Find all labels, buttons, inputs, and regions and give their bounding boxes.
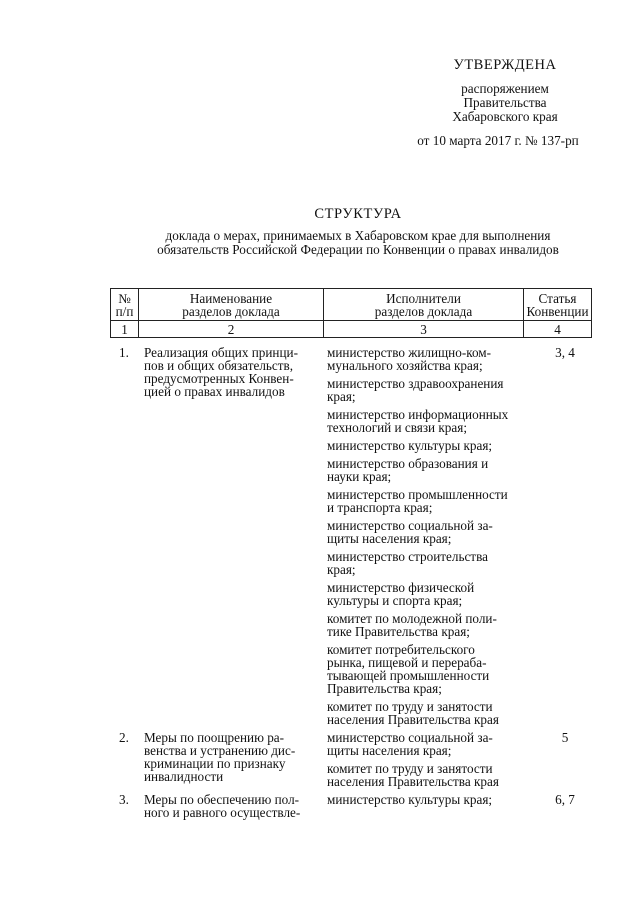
table-row — [110, 793, 591, 819]
column-number: 1 — [111, 321, 139, 338]
approval-line-1: распоряжением — [461, 81, 549, 96]
executor-item: министерство социальной за- щиты населения края; — [327, 518, 493, 546]
row-number: 3. — [119, 792, 129, 807]
row-article: 6, 7 — [555, 792, 575, 807]
executor-item: министерство жилищно-ком- мунального хозяйства края; — [327, 345, 492, 373]
table-row — [110, 731, 591, 793]
row-number: 1. — [119, 345, 129, 360]
executor-item: министерство социальной за- щиты населения края; — [327, 730, 493, 758]
approval-heading: УТВЕРЖДЕНА — [453, 57, 557, 73]
column-number: 4 — [524, 321, 592, 338]
executor-item: министерство образования и науки края; — [327, 456, 489, 484]
column-number: 3 — [324, 321, 524, 338]
row-executors — [327, 346, 539, 731]
row-number: 2. — [119, 730, 129, 745]
header-article: Статья Конвенции — [524, 289, 592, 321]
column-number: 2 — [139, 321, 324, 338]
row-section-name: Реализация общих принци- пов и общих обязательств, предусмотренных Конвен- цией о правах инвалидов — [144, 345, 299, 399]
approval-line-2: Правительства — [463, 95, 547, 110]
document-title-block — [110, 206, 606, 257]
executor-item: министерство культуры края; — [327, 438, 493, 453]
document-title: СТРУКТУРА — [314, 206, 402, 222]
row-executors — [327, 793, 539, 819]
document-subtitle-1: доклада о мерах, принимаемых в Хабаровском крае для выполнения — [165, 228, 551, 243]
executor-item: министерство культуры края; — [327, 792, 493, 807]
table-header — [110, 288, 592, 338]
executor-item: комитет потребительского рынка, пищевой и перераба- тывающей промышленности Правительства края; — [327, 642, 490, 696]
executor-item: комитет по труду и занятости населения Правительства края — [327, 761, 499, 789]
row-article: 3, 4 — [555, 345, 575, 360]
table-body — [110, 346, 591, 819]
header-name: Наименование разделов доклада — [139, 289, 324, 321]
approval-line-3: Хабаровского края — [452, 109, 558, 124]
approval-date: от 10 марта 2017 г. № 137-рп — [417, 133, 579, 148]
executor-item: министерство промышленности и транспорта края; — [327, 487, 508, 515]
document-subtitle-2: обязательств Российской Федерации по Конвенции о правах инвалидов — [157, 242, 559, 257]
executor-item: министерство информационных технологий и связи края; — [327, 407, 509, 435]
row-executors — [327, 731, 539, 793]
executor-item: министерство физической культуры и спорта края; — [327, 580, 475, 608]
header-executors: Исполнители разделов доклада — [324, 289, 524, 321]
table-row — [110, 346, 591, 731]
executor-item: комитет по труду и занятости населения Правительства края — [327, 699, 499, 727]
executor-item: министерство строительства края; — [327, 549, 488, 577]
executor-item: министерство здравоохранения края; — [327, 376, 504, 404]
header-num: № п/п — [111, 289, 139, 321]
row-article: 5 — [561, 730, 569, 745]
row-section-name: Меры по поощрению ра- венства и устранению дис- криминации по признаку инвалидности — [144, 730, 296, 784]
approval-stamp — [410, 58, 600, 148]
executor-item: комитет по молодежной поли- тике Правительства края; — [327, 611, 497, 639]
row-section-name: Меры по обеспечению пол- ного и равного осуществле- — [144, 792, 301, 820]
